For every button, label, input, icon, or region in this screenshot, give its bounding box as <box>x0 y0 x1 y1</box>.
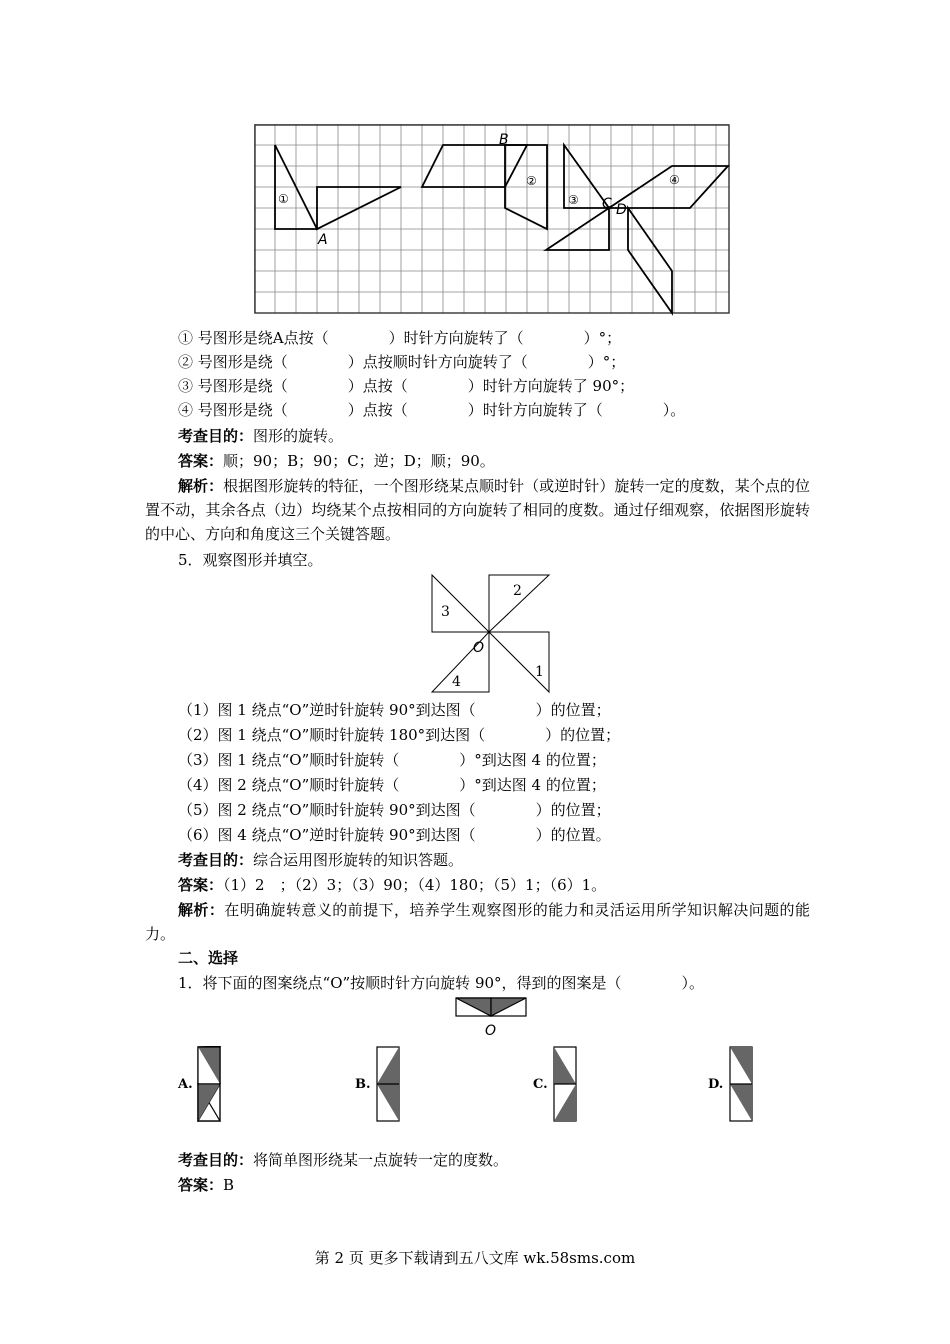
q5-purpose: 考查目的：综合运用图形旋转的知识答题。 <box>178 851 464 869</box>
label-n1: ① <box>278 192 289 206</box>
rotation-grid-figure <box>254 124 732 316</box>
q5-line-3: （3）图 1 绕点“O”顺时针旋转（ ）°到达图 4 的位置； <box>178 751 606 769</box>
label-d: D <box>616 202 627 218</box>
option-c-figure[interactable] <box>553 1046 577 1122</box>
label-n3: ③ <box>568 193 579 207</box>
option-d-label: D. <box>708 1077 724 1092</box>
q4-line-2: ② 号图形是绕（ ）点按顺时针方向旋转了（ ）°； <box>178 353 626 371</box>
q4-line-3: ③ 号图形是绕（ ）点按（ ）时针方向旋转了 90°； <box>178 377 635 395</box>
option-a-label: A. <box>178 1077 193 1092</box>
option-d-figure[interactable] <box>729 1046 753 1122</box>
q4-purpose: 考查目的：图形的旋转。 <box>178 427 344 445</box>
choice-1-purpose: 考查目的：将简单图形绕某一点旋转一定的度数。 <box>178 1151 509 1169</box>
section-2-title: 二、选择 <box>178 949 239 967</box>
choice-1-question: 1．将下面的图案绕点“O”按顺时针方向旋转 90°，得到的图案是（ ）。 <box>178 974 705 992</box>
pinwheel-label-1: 1 <box>535 664 544 680</box>
q4-answer: 答案：顺；90；B；90；C；逆；D；顺；90。 <box>178 452 495 470</box>
option-b-label: B. <box>355 1077 371 1092</box>
option-b-figure[interactable] <box>376 1046 400 1122</box>
pinwheel-figure <box>425 570 555 698</box>
pattern-label-o: O <box>485 1023 497 1039</box>
q5-line-2: （2）图 1 绕点“O”顺时针旋转 180°到达图（ ）的位置； <box>178 726 621 744</box>
q5-line-4: （4）图 2 绕点“O”顺时针旋转（ ）°到达图 4 的位置； <box>178 776 606 794</box>
choice-1-pattern <box>455 997 527 1041</box>
pinwheel-triangle-1 <box>489 632 549 692</box>
q5-line-1: （1）图 1 绕点“O”逆时针旋转 90°到达图（ ）的位置； <box>178 701 611 719</box>
option-c-label: C. <box>533 1077 548 1092</box>
label-a: A <box>318 232 328 248</box>
pinwheel-label-o: O <box>473 640 485 656</box>
q5-title: 5．观察图形并填空。 <box>178 551 323 569</box>
q5-line-6: （6）图 4 绕点“O”逆时针旋转 90°到达图（ ）的位置。 <box>178 826 611 844</box>
shape-4-rotated <box>628 208 672 313</box>
label-b: B <box>499 132 509 148</box>
q4-analysis: 解析：根据图形旋转的特征，一个图形绕某点顺时针（或逆时针）旋转一定的度数，某个点的位置不动，其余各点（边）均绕某个点按相同的方向旋转了相同的度数。通过仔细观察，依据图形旋转的中心、方向和角度这三个关键答题。 <box>145 477 810 543</box>
option-a-figure[interactable] <box>197 1046 221 1122</box>
label-n4: ④ <box>669 173 680 187</box>
grid-border <box>255 125 729 313</box>
pinwheel-label-3: 3 <box>441 604 450 620</box>
q4-line-4: ④ 号图形是绕（ ）点按（ ）时针方向旋转了（ ）。 <box>178 401 686 419</box>
q5-analysis: 解析：在明确旋转意义的前提下，培养学生观察图形的能力和灵活运用所学知识解决问题的能力。 <box>145 901 810 943</box>
label-n2: ② <box>526 174 537 188</box>
pinwheel-label-4: 4 <box>452 674 461 690</box>
label-c: C <box>602 196 612 212</box>
pinwheel-label-2: 2 <box>513 583 522 599</box>
q5-answer: 答案：（1）2 ；（2）3；（3）90；（4）180；（5）1；（6）1。 <box>178 876 607 894</box>
page-footer: 第 2 页 更多下载请到五八文库 wk.58sms.com <box>314 1249 636 1267</box>
choice-1-answer: 答案：B <box>178 1176 235 1194</box>
q5-line-5: （5）图 2 绕点“O”顺时针旋转 90°到达图（ ）的位置； <box>178 801 611 819</box>
q4-line-1: ① 号图形是绕A点按（ ）时针方向旋转了（ ）°； <box>178 329 622 347</box>
